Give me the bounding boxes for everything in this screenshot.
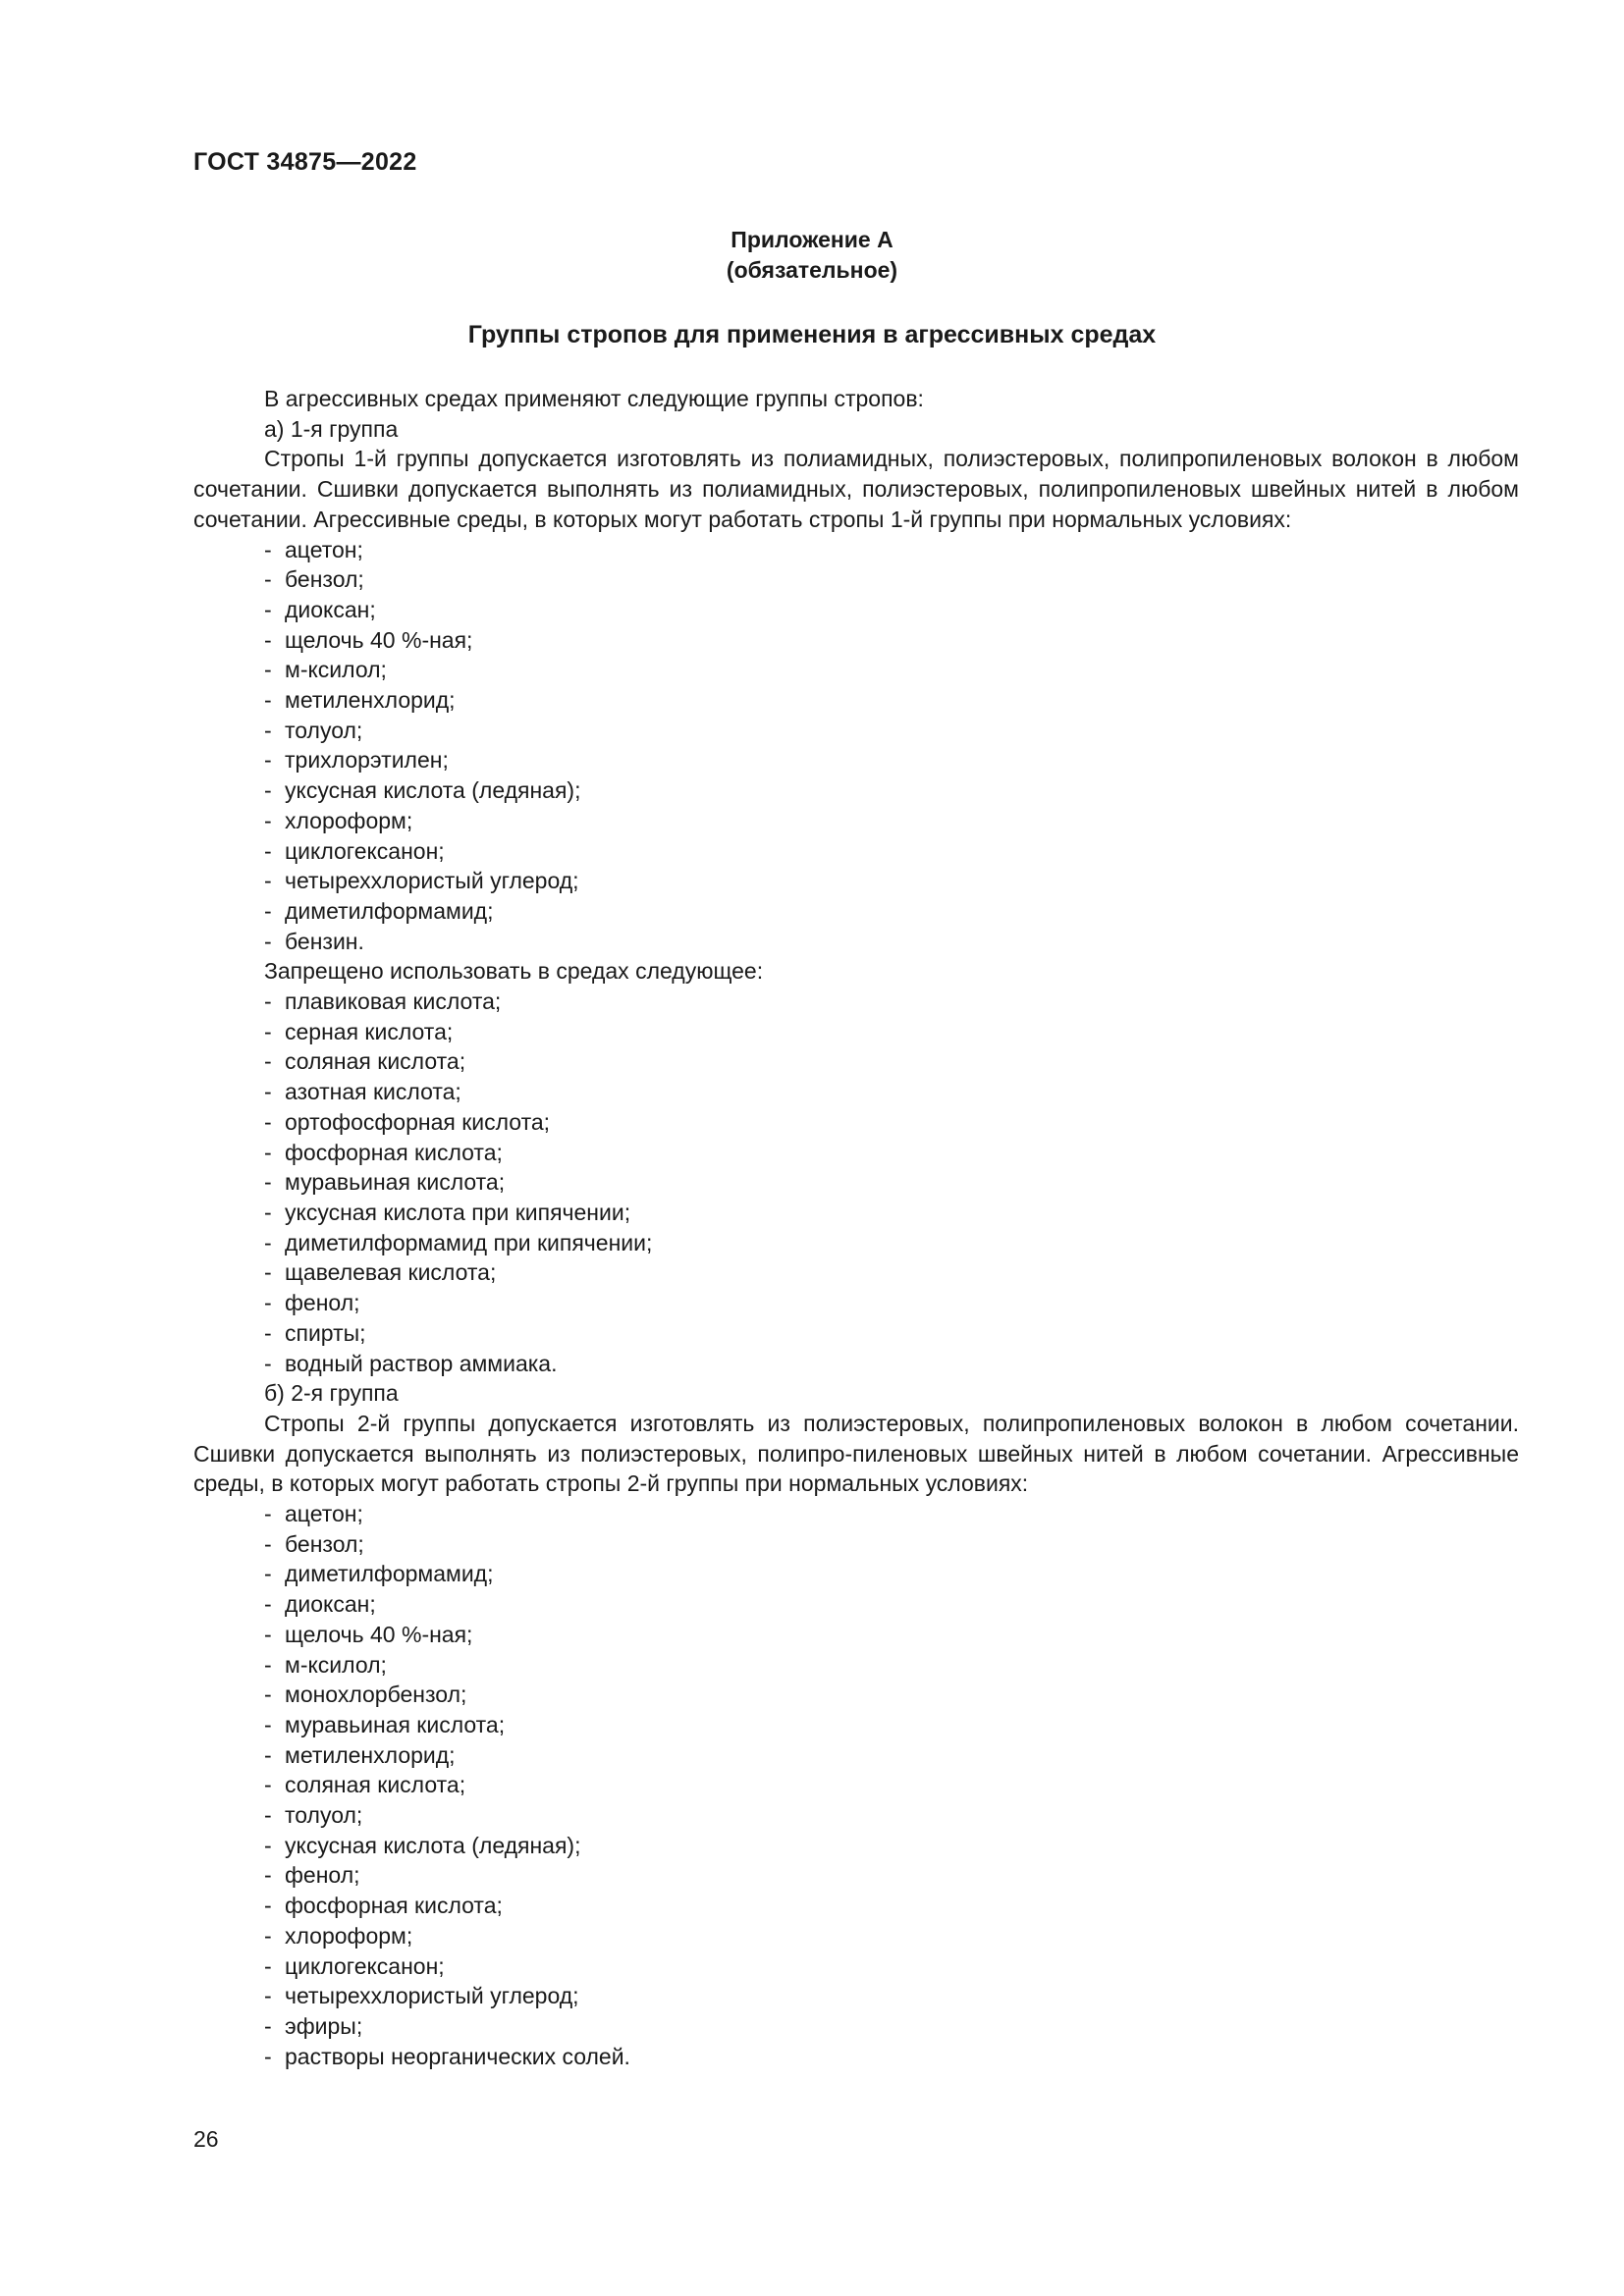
list-item-text: уксусная кислота (ледяная);	[285, 1832, 581, 1858]
list-marker: -	[264, 747, 272, 774]
list-item	[193, 1167, 1519, 1198]
list-marker: -	[264, 868, 272, 894]
list-marker: -	[264, 2012, 272, 2039]
list-marker: -	[264, 717, 272, 743]
list-item-text: ортофосфорная кислота;	[285, 1108, 551, 1135]
list-item	[193, 1138, 1519, 1168]
document-body	[193, 384, 1519, 2071]
list-marker: -	[264, 596, 272, 622]
list-item-text: спирты;	[285, 1319, 366, 1346]
list-marker: -	[264, 1501, 272, 1527]
list-item	[193, 1077, 1519, 1107]
list-marker: -	[264, 1682, 272, 1708]
list-item-text: щелочь 40 %-ная;	[285, 626, 473, 653]
list-marker: -	[264, 1108, 272, 1135]
list-marker: -	[264, 1832, 272, 1858]
list-marker: -	[264, 657, 272, 683]
list-marker: -	[264, 626, 272, 653]
list-item	[193, 1860, 1519, 1891]
list-item	[193, 564, 1519, 595]
list-item-text: диметилформамид при кипячении;	[285, 1229, 653, 1255]
list-marker: -	[264, 777, 272, 804]
section-title: Группы стропов для применения в агрессивных средах	[467, 321, 1157, 348]
list-item	[193, 1589, 1519, 1620]
list-item	[193, 1349, 1519, 1379]
list-marker: -	[264, 928, 272, 954]
list-item	[193, 927, 1519, 957]
list-item-text: м-ксилол;	[285, 657, 387, 683]
list-marker: -	[264, 897, 272, 924]
list-item	[193, 1288, 1519, 1318]
document-code: ГОСТ 34875—2022	[193, 148, 417, 176]
list-item	[193, 625, 1519, 656]
list-item	[193, 896, 1519, 927]
list-item	[193, 987, 1519, 1017]
list-item-text: диоксан;	[285, 1591, 376, 1618]
list-marker: -	[264, 1922, 272, 1949]
list-item-text: монохлорбензол;	[285, 1682, 467, 1708]
list-item-text: метиленхлорид;	[285, 1741, 456, 1768]
list-item	[193, 595, 1519, 625]
list-item	[193, 1740, 1519, 1771]
list-item-text: метиленхлорид;	[285, 687, 456, 714]
list-item	[193, 1921, 1519, 1951]
list-item-text: хлороформ;	[285, 807, 413, 833]
list-item	[193, 655, 1519, 685]
list-marker: -	[264, 1772, 272, 1798]
list-item	[193, 1650, 1519, 1681]
list-marker: -	[264, 1199, 272, 1225]
list-item	[193, 685, 1519, 716]
list-item	[193, 1318, 1519, 1349]
list-item	[193, 1680, 1519, 1710]
list-item	[193, 1529, 1519, 1560]
list-item-text: бензин.	[285, 928, 364, 954]
list-marker: -	[264, 566, 272, 593]
list-item	[193, 1710, 1519, 1740]
list-item-text: уксусная кислота (ледяная);	[285, 777, 581, 804]
group2-allowed-list	[193, 1499, 1519, 2071]
intro-paragraph: В агрессивных средах применяют следующие группы стропов:	[264, 386, 924, 411]
list-item-text: циклогексанон;	[285, 1952, 445, 1979]
list-item-text: азотная кислота;	[285, 1079, 461, 1105]
annex-status: (обязательное)	[726, 257, 898, 283]
list-item-text: ацетон;	[285, 536, 363, 562]
list-marker: -	[264, 1591, 272, 1618]
list-marker: -	[264, 1741, 272, 1768]
list-marker: -	[264, 1530, 272, 1557]
annex-title: Приложение А	[731, 227, 893, 252]
list-item	[193, 1228, 1519, 1258]
list-marker: -	[264, 837, 272, 864]
list-item	[193, 1499, 1519, 1529]
list-item	[193, 866, 1519, 896]
list-item	[193, 1017, 1519, 1047]
list-item-text: щавелевая кислота;	[285, 1259, 497, 1286]
list-item-text: плавиковая кислота;	[285, 988, 502, 1015]
list-marker: -	[264, 1169, 272, 1196]
list-marker: -	[264, 687, 272, 714]
list-item-text: бензол;	[285, 566, 364, 593]
list-marker: -	[264, 1983, 272, 2009]
list-marker: -	[264, 1893, 272, 1919]
list-marker: -	[264, 1079, 272, 1105]
list-marker: -	[264, 1229, 272, 1255]
list-marker: -	[264, 1290, 272, 1316]
list-item	[193, 535, 1519, 565]
list-item	[193, 836, 1519, 867]
list-marker: -	[264, 1259, 272, 1286]
list-item	[193, 1257, 1519, 1288]
list-item	[193, 1559, 1519, 1589]
list-item	[193, 2042, 1519, 2072]
list-item	[193, 1107, 1519, 1138]
list-marker: -	[264, 1048, 272, 1075]
list-marker: -	[264, 1711, 272, 1737]
list-item-text: трихлорэтилен;	[285, 747, 449, 774]
list-marker: -	[264, 1561, 272, 1587]
group1-allowed-list	[193, 535, 1519, 957]
list-marker: -	[264, 988, 272, 1015]
list-item	[193, 1981, 1519, 2011]
list-item-text: фенол;	[285, 1862, 360, 1889]
list-marker: -	[264, 1018, 272, 1044]
list-item	[193, 1951, 1519, 1982]
list-item-text: циклогексанон;	[285, 837, 445, 864]
list-item-text: фосфорная кислота;	[285, 1893, 503, 1919]
list-item-text: четыреххлористый углерод;	[285, 868, 579, 894]
list-item-text: бензол;	[285, 1530, 364, 1557]
list-item-text: толуол;	[285, 1802, 363, 1829]
list-item	[193, 1046, 1519, 1077]
list-marker: -	[264, 536, 272, 562]
list-item	[193, 1891, 1519, 1921]
list-item-text: муравьиная кислота;	[285, 1711, 506, 1737]
group1-heading: а) 1-я группа	[264, 415, 399, 442]
list-item-text: фенол;	[285, 1290, 360, 1316]
group1-description: Стропы 1-й группы допускается изготовлять из полиамидных, полиэстеровых, полипропиленовых волокон в любом сочетании. Сшивки допускается выполнять из полиамидных, полиэстеровых, полипропиленовых швейных нитей в любом сочетании. Агрессивные среды, в которых могут работать стропы 1-й группы при нормальных условиях:	[193, 446, 1519, 532]
list-marker: -	[264, 2043, 272, 2069]
list-marker: -	[264, 1621, 272, 1647]
list-item-text: растворы неорганических солей.	[285, 2043, 630, 2069]
list-marker: -	[264, 1350, 272, 1376]
group2-description: Стропы 2-й группы допускается изготовлять из полиэстеровых, полипропиленовых волокон в любом сочетании. Сшивки допускается выполнять из полиэстеровых, полипро-пиленовых швейных нитей в любом сочетании. Агрессивные среды, в которых могут работать стропы 2-й группы при нормальных условиях:	[193, 1410, 1519, 1497]
list-marker: -	[264, 1651, 272, 1678]
group1-forbidden-intro: Запрещено использовать в средах следующее:	[264, 958, 764, 985]
list-item-text: соляная кислота;	[285, 1772, 466, 1798]
list-item	[193, 775, 1519, 806]
list-marker: -	[264, 1139, 272, 1165]
group1-forbidden-list	[193, 987, 1519, 1378]
list-item-text: щелочь 40 %-ная;	[285, 1621, 473, 1647]
page-number: 26	[193, 2126, 219, 2152]
list-item	[193, 1770, 1519, 1800]
list-item	[193, 806, 1519, 836]
list-item-text: эфиры;	[285, 2012, 363, 2039]
list-item	[193, 745, 1519, 775]
list-item-text: диоксан;	[285, 596, 376, 622]
list-item-text: хлороформ;	[285, 1922, 413, 1949]
list-marker: -	[264, 1862, 272, 1889]
list-item-text: толуол;	[285, 717, 363, 743]
list-item	[193, 1620, 1519, 1650]
list-item	[193, 2011, 1519, 2042]
list-item-text: м-ксилол;	[285, 1651, 387, 1678]
list-marker: -	[264, 1952, 272, 1979]
list-item-text: серная кислота;	[285, 1018, 454, 1044]
list-marker: -	[264, 1802, 272, 1829]
list-item	[193, 716, 1519, 746]
list-marker: -	[264, 1319, 272, 1346]
list-item-text: четыреххлористый углерод;	[285, 1983, 579, 2009]
list-item	[193, 1800, 1519, 1831]
list-item-text: фосфорная кислота;	[285, 1139, 503, 1165]
list-item-text: водный раствор аммиака.	[285, 1350, 558, 1376]
list-item-text: диметилформамид;	[285, 1561, 494, 1587]
list-item-text: соляная кислота;	[285, 1048, 466, 1075]
list-marker: -	[264, 807, 272, 833]
list-item-text: ацетон;	[285, 1501, 363, 1527]
list-item-text: муравьиная кислота;	[285, 1169, 506, 1196]
list-item-text: диметилформамид;	[285, 897, 494, 924]
list-item	[193, 1198, 1519, 1228]
list-item-text: уксусная кислота при кипячении;	[285, 1199, 631, 1225]
list-item	[193, 1831, 1519, 1861]
group2-heading: б) 2-я группа	[264, 1380, 399, 1407]
